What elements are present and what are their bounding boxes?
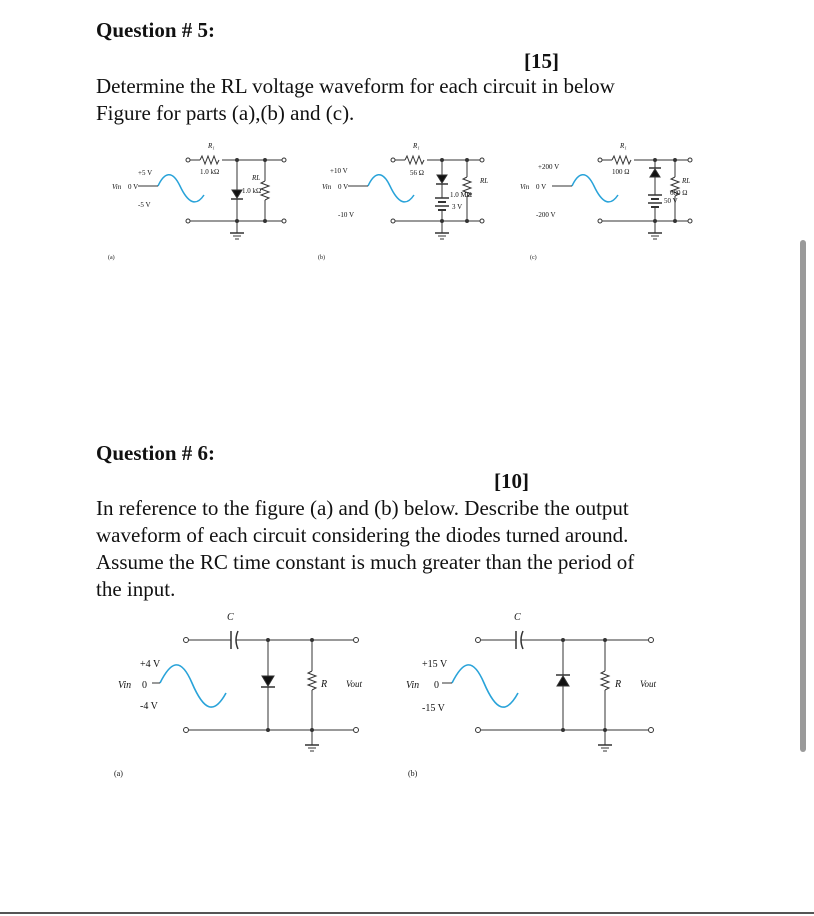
r1-name-label: R₁: [620, 142, 627, 150]
resistor-r1-icon: [200, 156, 219, 164]
r1-value-label: 1.0 kΩ: [200, 168, 220, 176]
vin-positive-label: +200 V: [538, 163, 560, 171]
r1-value-label: 100 Ω: [612, 168, 630, 176]
vout-label: Vout: [346, 679, 363, 689]
capacitor-name-label: C: [227, 612, 234, 623]
q5-heading: Question # 5:: [96, 18, 216, 42]
resistor-name-label: R: [615, 679, 622, 690]
q5-circuits-figure: [100, 135, 720, 280]
vin-label: Vin: [322, 183, 332, 191]
figure-label: (c): [530, 255, 537, 261]
sine-wave-icon: [160, 665, 226, 707]
battery-value-label: 50 V: [664, 197, 678, 205]
q6-question-text: [96, 495, 634, 603]
vin-label: Vin: [520, 183, 530, 191]
diode-icon: [262, 676, 274, 686]
vin-negative-label: -200 V: [536, 211, 556, 219]
vin-label: Vin: [406, 680, 420, 691]
q5-marks: [15]: [524, 49, 559, 73]
resistor-r-icon: [601, 671, 609, 690]
figure-label: (a): [114, 769, 123, 778]
figure-label: (b): [408, 769, 418, 778]
q6-line: waveform of each circuit considering the diodes turned around.: [96, 523, 629, 547]
vin-label: Vin: [112, 183, 122, 191]
diode-icon: [437, 175, 447, 183]
vin-negative-label: -4 V: [140, 701, 158, 712]
rl-name-label: RL: [682, 177, 691, 185]
q6-line: the input.: [96, 577, 176, 601]
q6-circuit-b: [442, 631, 654, 751]
q5-question-text: [96, 73, 615, 127]
sine-wave-icon: [452, 665, 518, 707]
q6-circuit-a: [152, 631, 359, 751]
resistor-name-label: R: [321, 679, 328, 690]
diode-icon: [557, 676, 569, 686]
figure-label: (a): [108, 255, 115, 261]
resistor-r-icon: [308, 671, 316, 690]
resistor-r1-icon: [612, 156, 631, 164]
scrollbar[interactable]: [800, 240, 806, 752]
vin-positive-label: +5 V: [138, 169, 153, 177]
q6-circuits-figure: [100, 605, 680, 785]
vin-positive-label: +4 V: [140, 659, 161, 670]
r1-name-label: R₁: [208, 142, 215, 150]
rl-name-label: RL: [252, 174, 261, 182]
vin-zero-label: 0 V: [536, 183, 547, 191]
diode-icon: [232, 190, 242, 198]
vin-positive-label: +15 V: [422, 659, 448, 670]
vin-label: Vin: [118, 680, 132, 691]
r1-value-label: 56 Ω: [410, 169, 424, 177]
vin-zero-label: 0: [434, 680, 439, 691]
q5-line: Determine the RL voltage waveform for each circuit in below: [96, 74, 615, 98]
vin-zero-label: 0 V: [128, 183, 139, 191]
vin-positive-label: +10 V: [330, 167, 348, 175]
vin-negative-label: -15 V: [422, 703, 445, 714]
vout-label: Vout: [640, 679, 657, 689]
resistor-r1-icon: [405, 156, 424, 164]
q5-line: Figure for parts (a),(b) and (c).: [96, 101, 355, 125]
capacitor-name-label: C: [514, 612, 521, 623]
vin-negative-label: -10 V: [338, 211, 355, 219]
vin-negative-label: -5 V: [138, 201, 151, 209]
bottom-divider: [0, 912, 814, 914]
battery-value-label: 3 V: [452, 203, 463, 211]
sine-wave-icon: [572, 175, 618, 202]
q6-marks: [10]: [494, 469, 529, 493]
sine-wave-icon: [368, 175, 414, 202]
r1-name-label: R₁: [413, 142, 420, 150]
q6-line: In reference to the figure (a) and (b) below. Describe the output: [96, 496, 629, 520]
diode-icon: [650, 169, 660, 177]
sine-wave-icon: [158, 175, 204, 202]
q6-line: Assume the RC time constant is much greater than the period of: [96, 550, 635, 574]
rl-value-label: 680 Ω: [670, 189, 688, 197]
figure-label: (b): [318, 255, 325, 261]
vin-zero-label: 0 V: [338, 183, 349, 191]
rl-name-label: RL: [480, 177, 489, 185]
resistor-rl-icon: [261, 181, 269, 200]
q6-heading: Question # 6:: [96, 441, 216, 465]
rl-value-label: 1.0 MΩ: [450, 191, 472, 199]
rl-value-label: 1.0 kΩ: [242, 187, 262, 195]
vin-zero-label: 0: [142, 680, 147, 691]
